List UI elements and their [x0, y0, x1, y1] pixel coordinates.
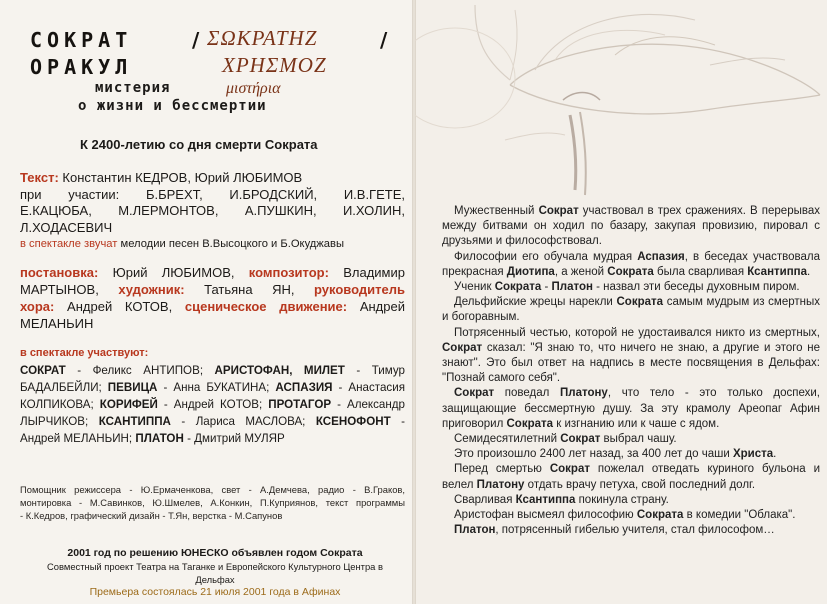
composer-name: МАРТЫНОВ,: [20, 282, 99, 297]
story-name: Аспазия: [637, 250, 685, 263]
cast-role: АСПАЗИЯ: [275, 381, 333, 394]
crew-credits: [20, 483, 405, 522]
cast-actor: - Анна БУКАТИНА;: [163, 381, 270, 394]
cast-actor: - Феликс АНТИПОВ;: [77, 364, 204, 377]
cast-actor: КОЛПИКОВА;: [20, 398, 94, 411]
cast-role: АРИСТОФАН, МИЛЕТ: [214, 364, 345, 377]
story-text-run: .: [773, 448, 777, 461]
music-text: мелодии песен В.Высоцкого и Б.Окуджавы: [120, 238, 345, 250]
text-credit-line: Е.КАЦЮБА, М.ЛЕРМОНТОВ, А.ПУШКИН, И.ХОЛИН,: [20, 203, 405, 218]
title-oracle-ru: ОРАКУЛ: [30, 55, 133, 79]
cast-role: ПЕВИЦА: [107, 381, 158, 394]
story-name: Сократ: [549, 463, 590, 476]
cast-actor: - Дмитрий МУЛЯР: [187, 432, 285, 445]
artist-name: Татьяна ЯН,: [204, 282, 295, 297]
story-name: Платон: [454, 524, 496, 537]
composer-label: композитор:: [248, 265, 329, 280]
footer: [30, 547, 400, 599]
project-line: Совместный проект Театра на Таганке и Европейского Культурного Центра в Дельфах: [47, 561, 383, 585]
crew-line: Помощник режиссера - Ю.Ермаченкова, свет - А.Демчева, радио - В.Граков,: [20, 484, 405, 495]
story-text-run: , в беседах участвовала прекрасная: [442, 250, 820, 278]
choir-label: хора:: [20, 299, 55, 314]
story-name: Сократ: [454, 387, 495, 400]
cast-actor: - Александр: [337, 398, 405, 411]
choir-name: Андрей КОТОВ,: [67, 299, 173, 314]
cast-label: в спектакле участвуют:: [20, 347, 149, 359]
premiere-line: Премьера состоялась 21 июля 2001 года в Афинах: [89, 586, 341, 598]
story-name: Сократа: [636, 509, 684, 522]
text-credit-line: при участии: Б.БРЕХТ, И.БРОДСКИЙ, И.В.ГЕТЕ,: [20, 186, 405, 202]
story-name: Сократ: [442, 341, 483, 354]
story-text-run: Перед смертью: [454, 463, 542, 476]
story-text-run: сказал: "Я знаю то, что ничего не знаю, а другие и этого не знают". Это был ответ на надпись в месте посвящения в Дельфах: "Познай самого себя".: [442, 341, 820, 385]
story-text-run: Дельфийские жрецы нарекли: [454, 296, 613, 309]
story-name: Сократа: [607, 265, 654, 278]
story-text-run: Философии его обучала мудрая: [454, 250, 633, 263]
spoon-sketch-illustration: [415, 0, 827, 200]
story-text: [442, 204, 820, 538]
story-text-run: Потрясенный честью, которой не удостаивался никто из смертных,: [454, 326, 820, 339]
composer-name: Владимир: [343, 265, 405, 280]
story-text-run: Семидесятилетний: [454, 433, 557, 446]
story-name: Сократа: [506, 417, 554, 430]
production-credits: [20, 264, 405, 332]
cast-actor: - Андрей КОТОВ;: [163, 398, 263, 411]
cast-role: СОКРАТ: [20, 364, 66, 377]
story-name: Ксантиппа: [747, 265, 808, 278]
story-text-run: Ученик: [454, 281, 492, 294]
cast-actor: -: [401, 415, 405, 428]
cast-actor: - Анастасия: [338, 381, 405, 394]
story-name: Сократ: [560, 433, 601, 446]
crew-line: - К.Кедров, графический дизайн - Т.Ян, верстка - М.Сапунов: [20, 510, 283, 521]
story-text-run: , что тело - это только доспехи, защищающие бессмертную душу. За эту крамолу Ареопаг Афин приговорил: [442, 387, 820, 430]
title-socrates-gr: ΣΩΚΡΑΤΗΖ: [207, 26, 318, 50]
story-text-run: Мужественный: [454, 205, 535, 217]
staging-label: постановка:: [20, 265, 99, 280]
cast-role: КСЕНОФОНТ: [315, 415, 391, 428]
story-text-run: - назвал эти беседы духовным пиром.: [596, 281, 800, 294]
title-oracle-gr: ΧΡΗΣΜΟΖ: [222, 53, 327, 77]
story-text-run: была сварливая: [657, 265, 745, 278]
subtitle-ru: мистерия: [95, 80, 171, 96]
cast-list: [20, 345, 405, 447]
story-name: Ксантиппа: [515, 493, 576, 506]
story-text-run: Это произошло 2400 лет назад, за 400 лет до чаши: [454, 448, 730, 461]
unesco-line: 2001 год по решению ЮНЕСКО объявлен годом Сократа: [67, 547, 363, 559]
movement-name: Андрей: [359, 299, 405, 314]
cast-role: КОРИФЕЙ: [99, 398, 158, 411]
movement-label: сценическое движение:: [184, 299, 348, 314]
story-text-run: пожелал отведать куриного бульона и велел: [442, 463, 820, 491]
text-credit-label: Текст:: [20, 170, 59, 185]
story-text-run: участвовал в трех сражениях. В перерывах между битвами он ходил по базару, закупая провизию, пировал с друзьями и философствовал.: [442, 205, 820, 248]
subtitle-gr: μιστήρια: [226, 80, 281, 97]
crew-line: монтировка - М.Савинков, Ю.Шмелев, А.Конкин, П.Куприянов, текст программы: [20, 497, 405, 508]
tagline: о жизни и бессмертии: [78, 98, 267, 114]
story-text-run: Сварливая: [454, 493, 513, 506]
story-name: Платону: [476, 478, 525, 491]
story-text-run: покинула страну.: [578, 493, 669, 506]
anniversary-line: К 2400-летию со дня смерти Сократа: [80, 137, 318, 152]
cast-actor: Андрей МЕЛАНЬИН;: [20, 432, 133, 445]
story-text-run: .: [807, 265, 811, 278]
story-text-run: Аристофан высмеял философию: [454, 509, 634, 522]
cast-role: ПЛАТОН: [135, 432, 184, 445]
title-slash: /: [192, 28, 200, 52]
story-name: Христа: [732, 448, 774, 461]
music-label: в спектакле звучат: [20, 238, 118, 250]
cast-role: ПРОТАГОР: [268, 398, 332, 411]
cast-actor: - Лариса МАСЛОВА;: [181, 415, 306, 428]
story-text-run: поведал: [504, 387, 550, 400]
staging-name: Юрий ЛЮБИМОВ,: [112, 265, 235, 280]
text-credit-line: Константин КЕДРОВ, Юрий ЛЮБИМОВ: [62, 170, 303, 185]
story-text-run: самым мудрым из смертных и богоравным.: [442, 296, 821, 324]
title-slash: /: [380, 28, 388, 52]
choir-label: руководитель: [314, 282, 405, 297]
story-text-run: выбрал чашу.: [603, 433, 677, 446]
story-text-run: , а женой: [554, 265, 605, 278]
story-text-run: -: [544, 281, 549, 294]
story-text-run: в комедии "Облака".: [686, 509, 796, 522]
story-text-run: отдать врачу петуха, свой последний долг.: [527, 478, 756, 491]
story-name: Платон: [551, 281, 593, 294]
cast-role: КСАНТИППА: [98, 415, 171, 428]
cast-actor: ЛЫРЧИКОВ;: [20, 415, 89, 428]
cast-actor: БАДАЛБЕЙЛИ;: [20, 381, 102, 394]
cast-actor: - Тимур: [356, 364, 405, 377]
title-socrates-ru: СОКРАТ: [30, 28, 133, 52]
movement-name: МЕЛАНЬИН: [20, 316, 94, 331]
text-credit: [20, 170, 405, 253]
story-name: Диотипа: [506, 265, 555, 278]
text-credit-line: Л.ХОДАСЕВИЧ: [20, 219, 113, 235]
story-text-run: , потрясенный гибелью учителя, стал философом…: [495, 524, 775, 537]
story-text-run: к изгнанию или к чаше с ядом.: [556, 417, 720, 430]
story-name: Сократа: [616, 296, 664, 309]
story-name: Платону: [560, 387, 608, 400]
artist-label: художник:: [118, 282, 185, 297]
story-name: Сократ: [538, 205, 579, 217]
story-name: Сократа: [494, 281, 542, 294]
